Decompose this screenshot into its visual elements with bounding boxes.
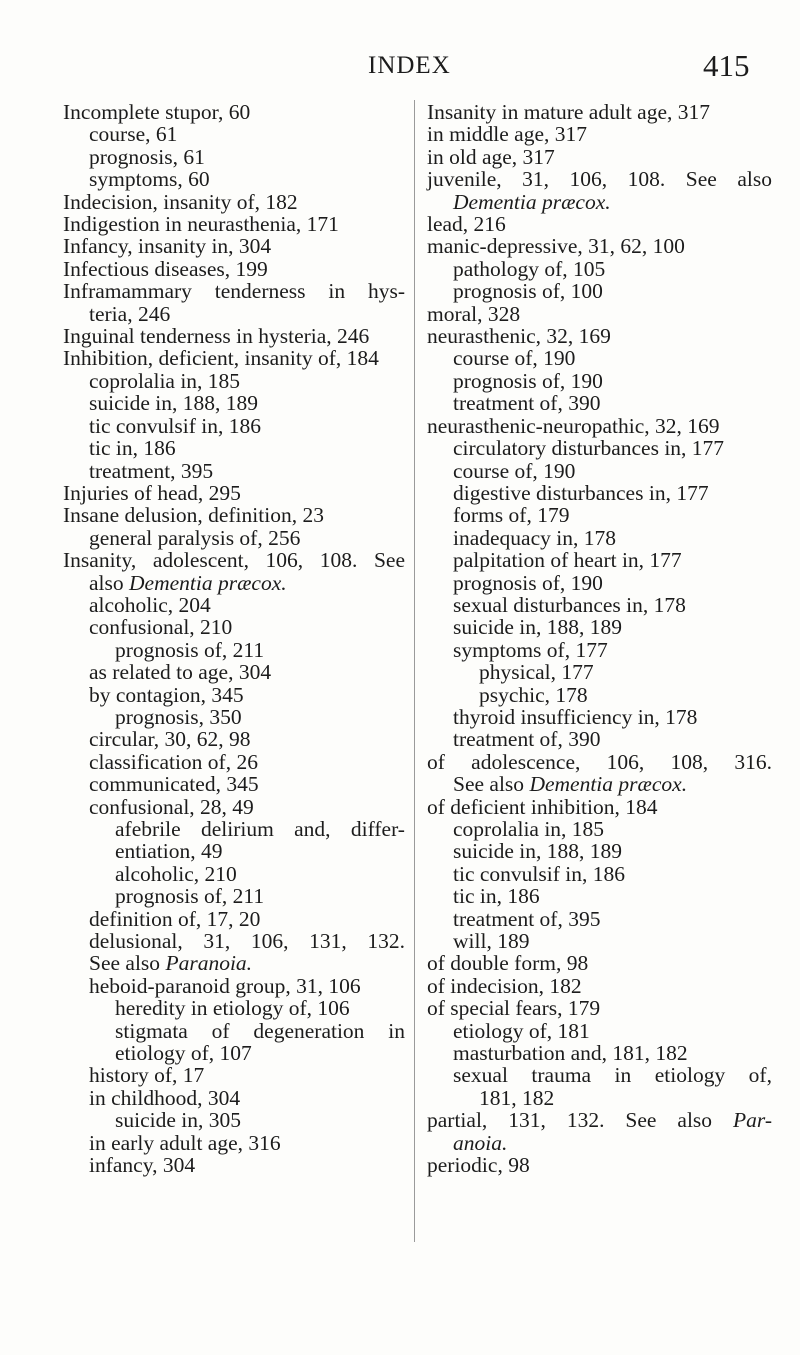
index-entry: sexual disturbances in, 178 [453, 592, 686, 617]
index-entry: course, 61 [89, 122, 178, 147]
index-entry: neurasthenic, 32, 169 [427, 324, 611, 349]
index-entry: manic-depressive, 31, 62, 100 [427, 234, 685, 259]
index-entry: Insanity, adolescent, 106, 108. See [63, 548, 405, 573]
index-entry: prognosis, 61 [89, 144, 205, 169]
index-entry: periodic, 98 [427, 1153, 530, 1178]
index-entry: moral, 328 [427, 301, 521, 326]
index-entry: Indecision, insanity of, 182 [63, 189, 298, 214]
index-entry: teria, 246 [89, 301, 171, 326]
index-entry: in early adult age, 316 [89, 1130, 281, 1155]
index-entry: of double form, 98 [427, 951, 589, 976]
index-entry: of adolescence, 106, 108, 316. [427, 749, 772, 774]
index-entry: as related to age, 304 [89, 660, 272, 685]
index-entry: 181, 182 [479, 1085, 555, 1110]
index-entry: general paralysis of, 256 [89, 525, 301, 550]
index-entry: See also Dementia præcox. [453, 772, 688, 797]
index-entry: Insanity in mature adult age, 317 [427, 100, 711, 124]
index-entry: forms of, 179 [453, 503, 570, 528]
index-entry: heredity in etiology of, 106 [115, 996, 350, 1021]
index-entry: alcoholic, 204 [89, 592, 211, 617]
index-entry: of indecision, 182 [427, 973, 582, 998]
index-entry: prognosis of, 211 [115, 884, 265, 909]
index-entry: course of, 190 [453, 458, 576, 483]
index-entry: Indigestion in neurasthenia, 171 [63, 212, 339, 237]
index-entry: Incomplete stupor, 60 [63, 100, 251, 124]
index-entry: definition of, 17, 20 [89, 906, 261, 931]
index-entry: infancy, 304 [89, 1153, 196, 1178]
index-entry: coprolalia in, 185 [453, 817, 605, 841]
index-entry: Inguinal tenderness in hysteria, 246 [63, 324, 370, 349]
running-head: INDEX [368, 52, 451, 79]
index-entry: lead, 216 [427, 212, 506, 237]
index-entry: Injuries of head, 295 [63, 480, 241, 505]
index-entry: tic in, 186 [453, 884, 540, 909]
index-entry: Infectious diseases, 199 [63, 256, 268, 281]
page-header [0, 48, 800, 88]
index-entry: of special fears, 179 [427, 996, 601, 1021]
index-entry: heboid-paranoid group, 31, 106 [89, 973, 361, 998]
index-entry: tic in, 186 [89, 436, 176, 461]
index-entry: palpitation of heart in, 177 [453, 548, 682, 573]
index-entry: digestive disturbances in, 177 [453, 480, 709, 505]
index-entry: in childhood, 304 [89, 1085, 241, 1110]
index-entry: sexual trauma in etiology of, [453, 1063, 772, 1088]
index-entry: treatment, 395 [89, 458, 214, 483]
index-entry: pathology of, 105 [453, 256, 606, 281]
index-entry: afebrile delirium and, differ- [115, 817, 405, 841]
index-entry: in middle age, 317 [427, 122, 588, 147]
index-entry: anoia. [453, 1130, 508, 1155]
index-entry: history of, 17 [89, 1063, 205, 1088]
index-entry: inadequacy in, 178 [453, 525, 616, 550]
index-entry: suicide in, 188, 189 [453, 839, 622, 864]
index-entry: in old age, 317 [427, 144, 555, 169]
index-entry: suicide in, 188, 189 [453, 615, 622, 640]
index-entry: See also Paranoia. [89, 951, 253, 976]
index-entry: also Dementia præcox. [89, 570, 287, 595]
index-entry: symptoms of, 177 [453, 637, 608, 662]
index-entry: prognosis of, 211 [115, 637, 265, 662]
index-entry: etiology of, 181 [453, 1018, 590, 1043]
index-entry: Inframammary tenderness in hys- [63, 279, 405, 304]
index-entry: Inhibition, deficient, insanity of, 184 [63, 346, 379, 371]
index-entry: delusional, 31, 106, 131, 132. [89, 929, 405, 954]
index-entry: prognosis of, 100 [453, 279, 603, 304]
index-entry: prognosis, 350 [115, 704, 242, 729]
index-entry: partial, 131, 132. See also Par- [427, 1108, 772, 1133]
index-entry: etiology of, 107 [115, 1041, 252, 1066]
index-entry: communicated, 345 [89, 772, 259, 797]
index-entry: confusional, 210 [89, 615, 233, 640]
index-entry: tic convulsif in, 186 [453, 861, 625, 886]
index-entry: entiation, 49 [115, 839, 223, 864]
index-entry: prognosis of, 190 [453, 570, 603, 595]
index-entry: suicide in, 188, 189 [89, 391, 258, 416]
index-entry: coprolalia in, 185 [89, 368, 241, 393]
index-entry: psychic, 178 [479, 682, 588, 707]
column-divider [414, 100, 415, 1242]
index-entry: treatment of, 395 [453, 906, 601, 931]
index-entry: treatment of, 390 [453, 727, 601, 752]
index-entry: masturbation and, 181, 182 [453, 1041, 688, 1066]
index-entry: course of, 190 [453, 346, 576, 371]
index-entry: stigmata of degeneration in [115, 1018, 405, 1043]
index-entry: treatment of, 390 [453, 391, 601, 416]
index-entry: tic convulsif in, 186 [89, 413, 261, 438]
index-entry: thyroid insufficiency in, 178 [453, 704, 698, 729]
index-entry: suicide in, 305 [115, 1108, 241, 1133]
index-entry: symptoms, 60 [89, 167, 210, 192]
index-entry: juvenile, 31, 106, 108. See also [427, 167, 772, 192]
index-entry: Insane delusion, definition, 23 [63, 503, 324, 528]
index-entry: alcoholic, 210 [115, 861, 237, 886]
index-entry: confusional, 28, 49 [89, 794, 254, 819]
index-entry: circular, 30, 62, 98 [89, 727, 251, 752]
index-entry: neurasthenic-neuropathic, 32, 169 [427, 413, 720, 438]
index-entry: of deficient inhibition, 184 [427, 794, 658, 819]
index-entry: prognosis of, 190 [453, 368, 603, 393]
index-entry: physical, 177 [479, 660, 594, 685]
index-entry: Dementia præcox. [453, 189, 611, 214]
index-entry: Infancy, insanity in, 304 [63, 234, 272, 259]
index-column-right [427, 101, 772, 1177]
index-entry: will, 189 [453, 929, 530, 954]
page-number: 415 [703, 48, 750, 83]
index-entry: circulatory disturbances in, 177 [453, 436, 725, 461]
index-entry: by contagion, 345 [89, 682, 244, 707]
index-entry: classification of, 26 [89, 749, 258, 774]
index-column-left [63, 101, 405, 1177]
